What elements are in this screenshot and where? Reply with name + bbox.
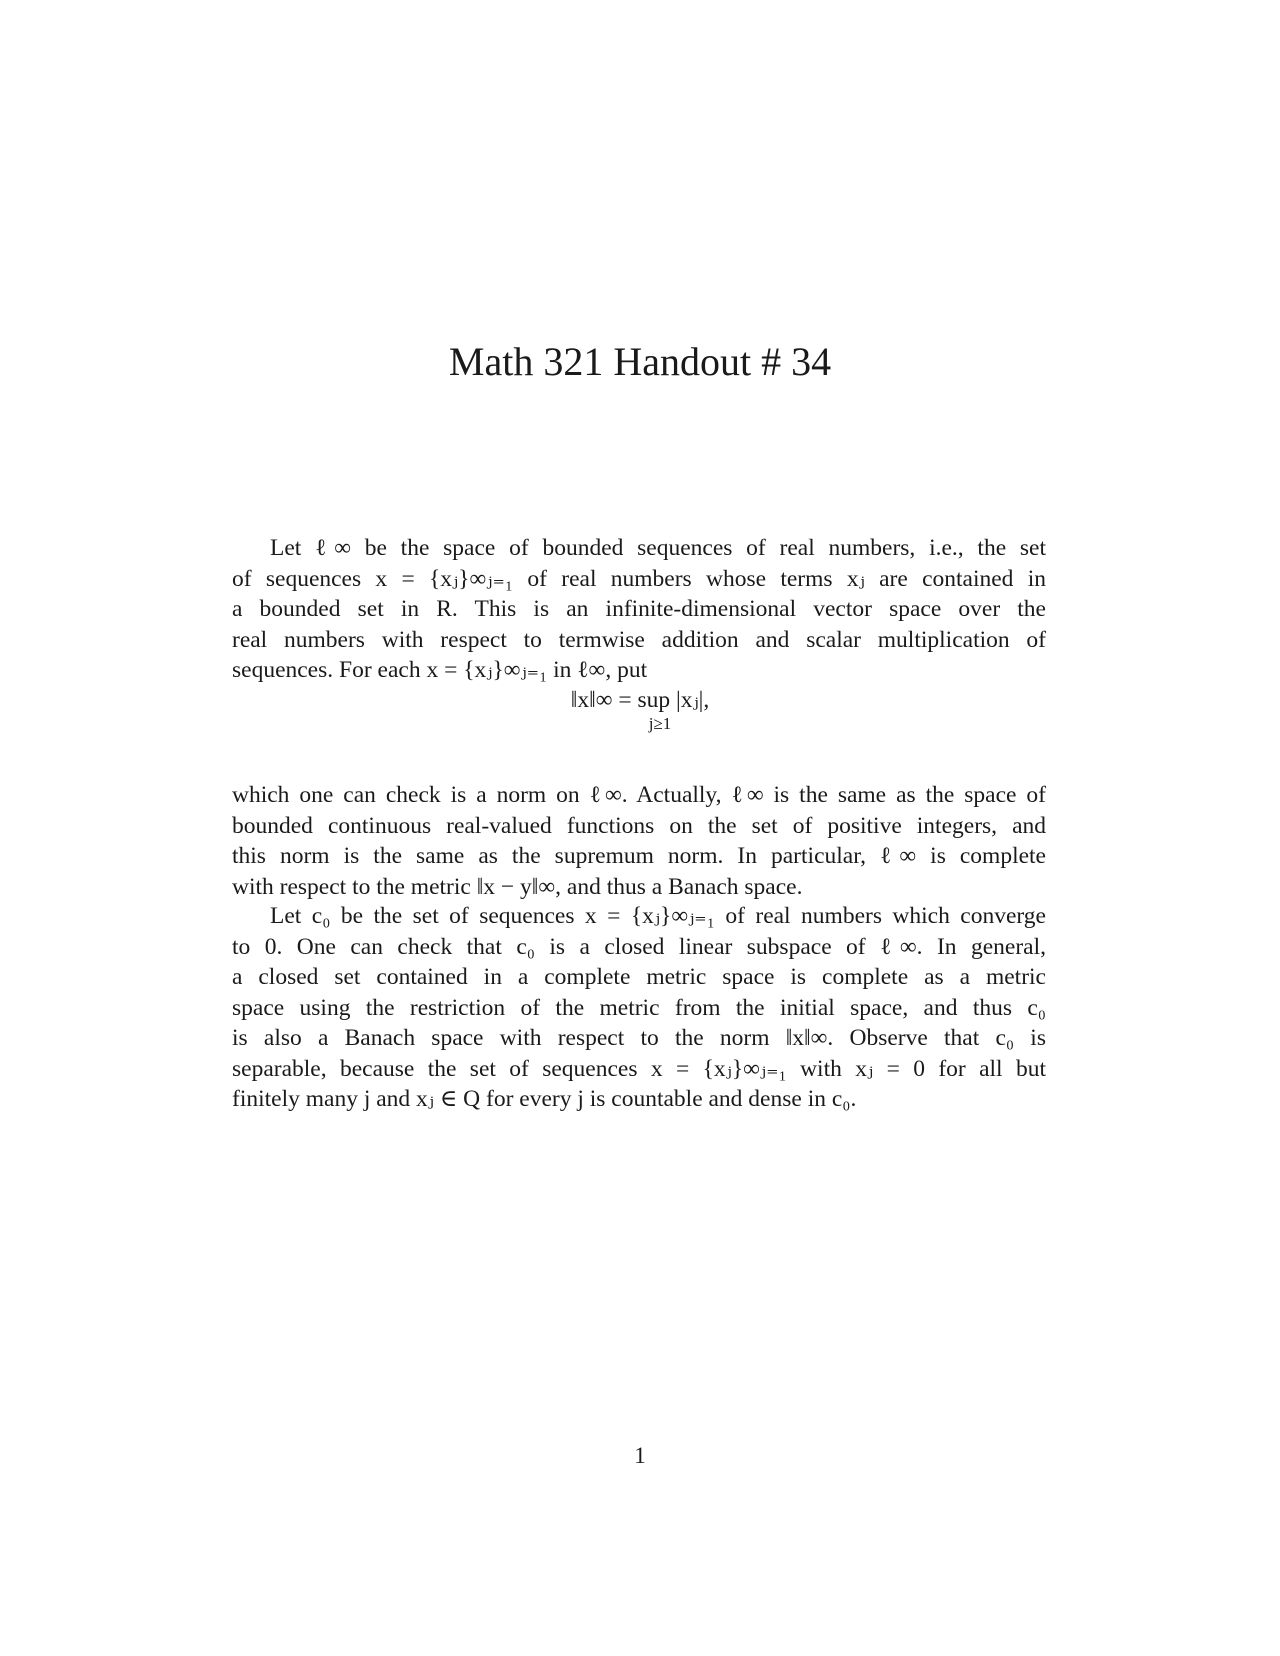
text-line: bounded continuous real-valued functions on the set of positive integers, and xyxy=(232,812,1046,839)
text-line: finitely many j and xⱼ ∈ Q for every j is countable and dense in c₀. xyxy=(232,1086,857,1112)
display-equation-sup-norm xyxy=(0,685,1280,733)
paragraph-definition-l-infinity xyxy=(232,533,1046,686)
text-line: which one can check is a norm on ℓ∞. Actually, ℓ∞ is the same as the space of xyxy=(232,782,1046,808)
page-number: 1 xyxy=(634,1443,646,1468)
text-line: sequences. For each x = {xⱼ}∞ⱼ₌₁ in ℓ∞, put xyxy=(232,657,648,683)
paragraph-norm-remarks xyxy=(232,780,1046,902)
equation-main: ‖x‖∞ = sup |xⱼ|, xyxy=(570,687,710,713)
text-line: is also a Banach space with respect to the norm ‖x‖∞. Observe that c₀ is xyxy=(232,1025,1046,1051)
text-line: with respect to the metric ‖x − y‖∞, and thus a Banach space. xyxy=(232,873,803,900)
text-line: space using the restriction of the metric from the initial space, and thus c₀ xyxy=(232,994,1046,1021)
text-line: a bounded set in R. This is an infinite-dimensional vector space over the xyxy=(232,596,1046,622)
text-line: separable, because the set of sequences x = {xⱼ}∞ⱼ₌₁ with xⱼ = 0 for all but xyxy=(232,1055,1046,1082)
text-line: real numbers with respect to termwise addition and scalar multiplication of xyxy=(232,626,1046,653)
text-line: to 0. One can check that c₀ is a closed linear subspace of ℓ∞. In general, xyxy=(232,933,1046,960)
text-line: Let ℓ∞ be the space of bounded sequences of real numbers, i.e., the set xyxy=(270,535,1046,561)
paragraph-c0-space xyxy=(232,901,1046,1115)
equation-subscript: j≥1 xyxy=(648,714,672,733)
text-line: of sequences x = {xⱼ}∞ⱼ₌₁ of real numbers whose terms xⱼ are contained in xyxy=(232,565,1046,592)
text-line: Let c₀ be the set of sequences x = {xⱼ}∞ⱼ₌₁ of real numbers which converge xyxy=(270,903,1046,929)
text-line: this norm is the same as the supremum norm. In particular, ℓ∞ is complete xyxy=(232,843,1046,869)
page-title: Math 321 Handout # 34 xyxy=(448,339,832,384)
text-line: a closed set contained in a complete metric space is complete as a metric xyxy=(232,964,1046,990)
